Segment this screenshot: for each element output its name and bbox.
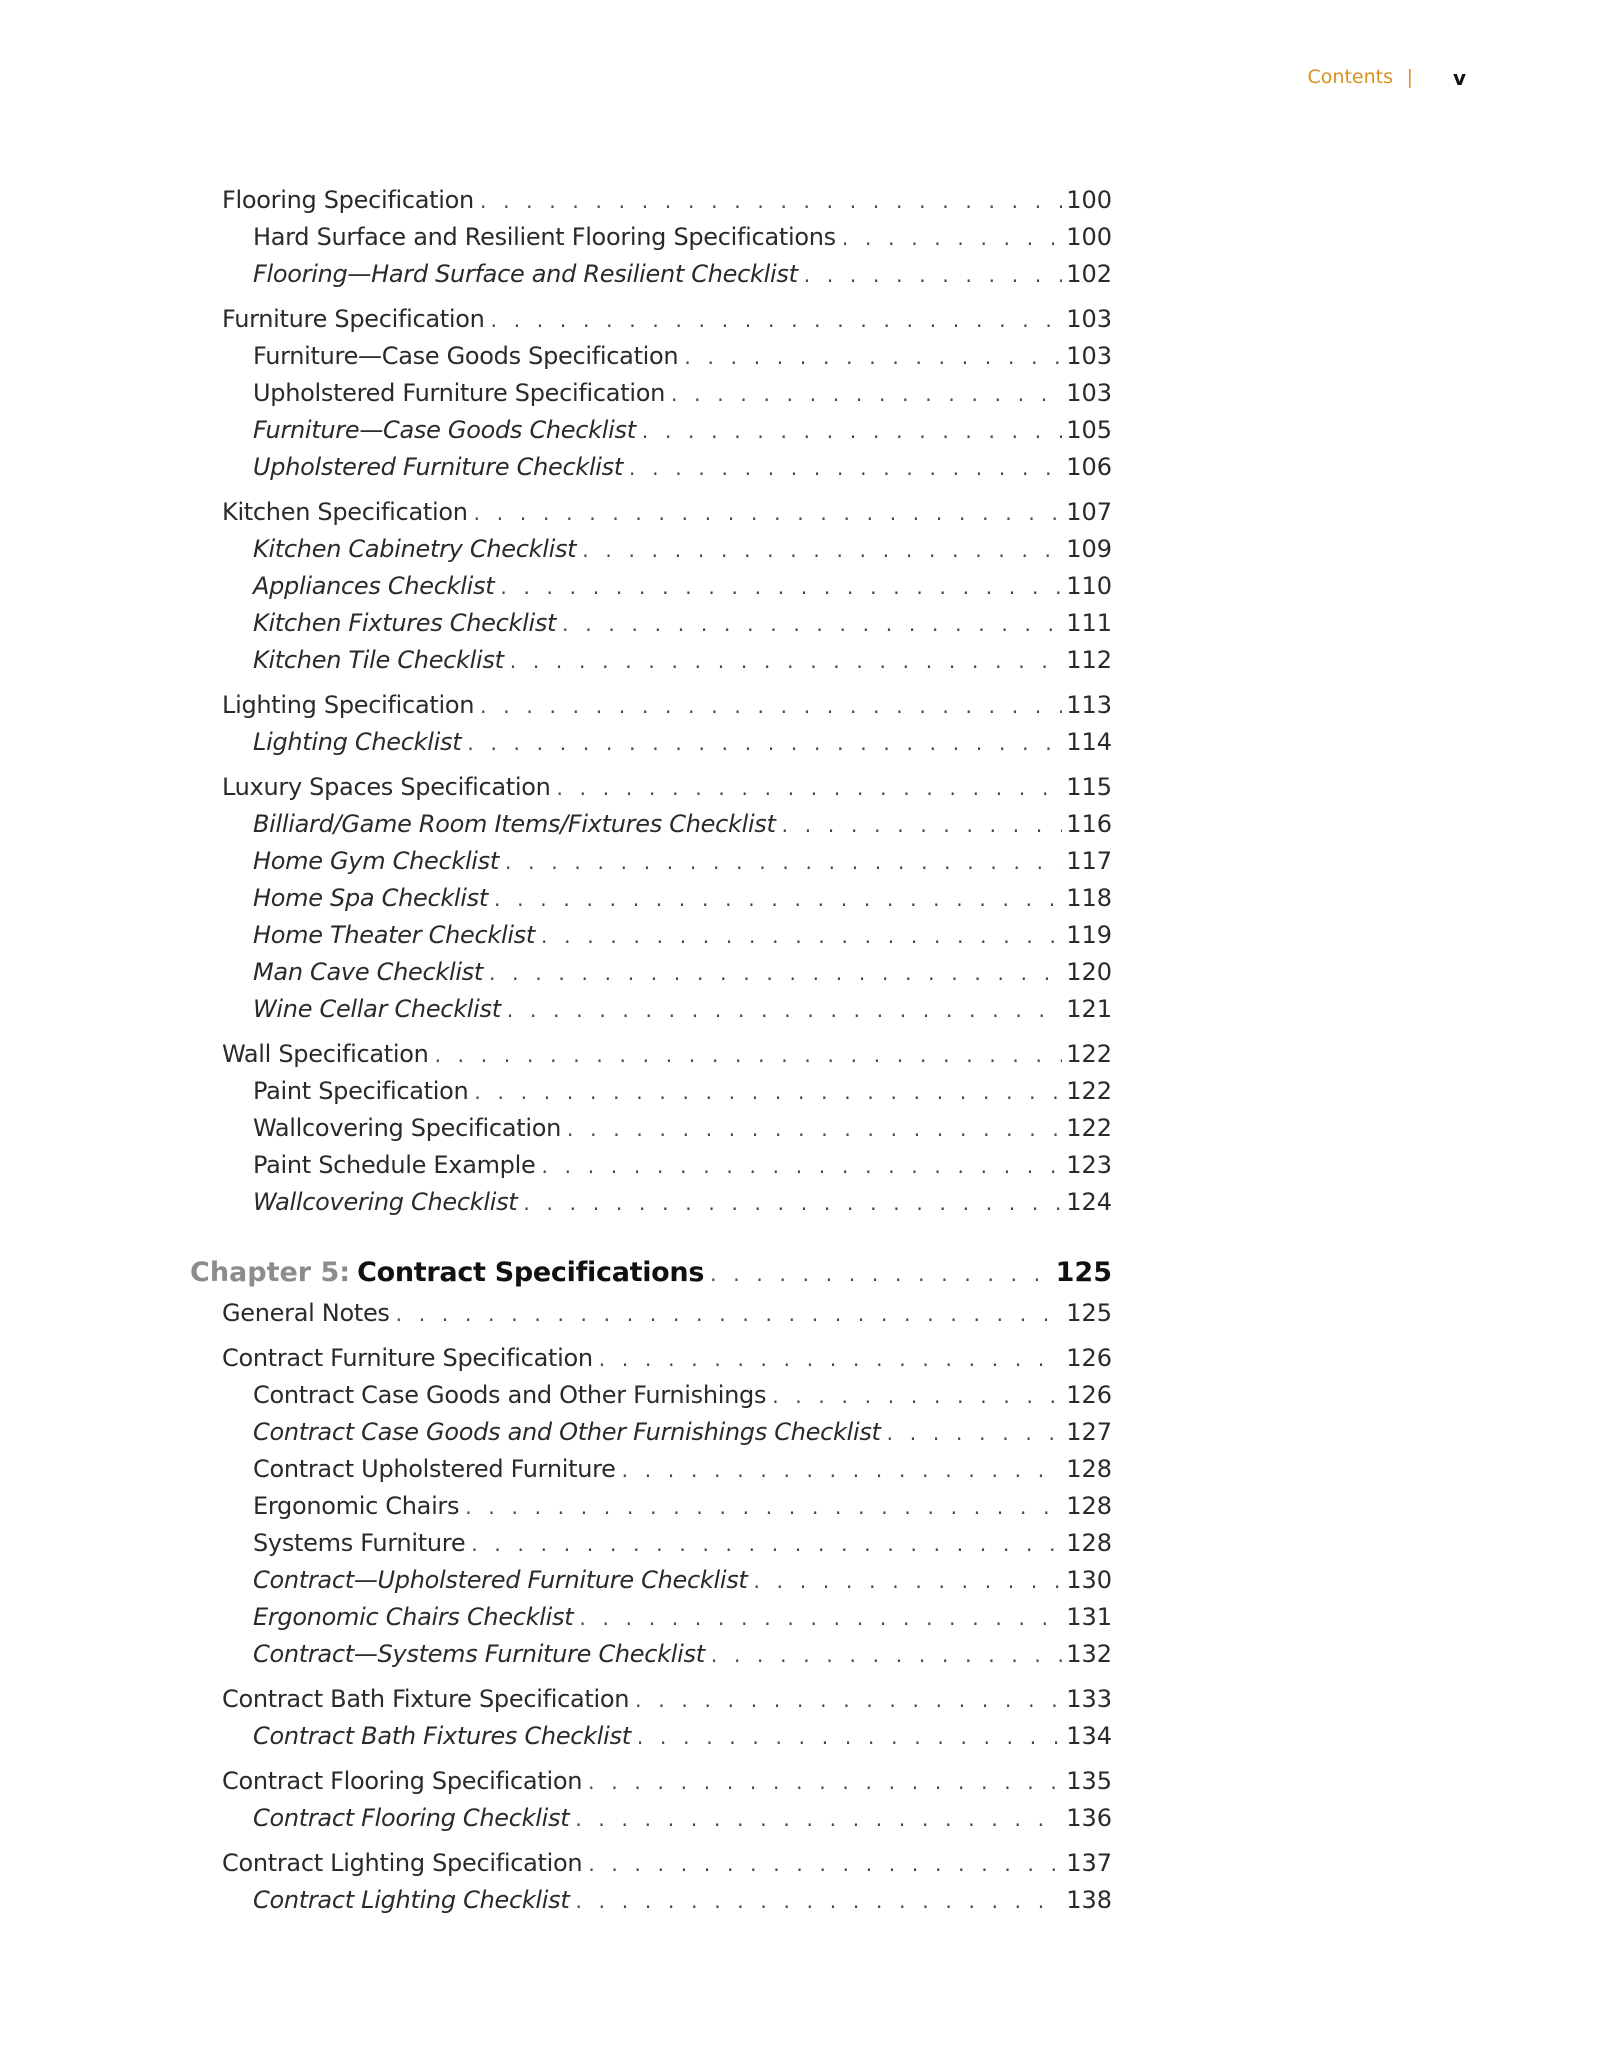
entry-gap <box>0 761 1600 769</box>
toc-section-entry[interactable] <box>0 1340 1112 1377</box>
dot-leader <box>782 807 1063 844</box>
toc-entry-page: 124 <box>1066 1188 1112 1216</box>
toc-section-entry[interactable] <box>0 494 1112 531</box>
toc-entry-title: Wine Cellar Checklist <box>253 995 501 1023</box>
dot-leader <box>480 183 1062 220</box>
toc-entry-page: 115 <box>1066 773 1112 801</box>
toc-entry-title: Luxury Spaces Specification <box>222 773 551 801</box>
toc-subsection-entry[interactable] <box>0 1599 1112 1636</box>
toc-entry-page: 126 <box>1066 1381 1112 1409</box>
toc-subsection-entry[interactable] <box>0 1110 1112 1147</box>
dot-leader <box>562 606 1062 643</box>
toc-subsection-entry[interactable] <box>0 412 1112 449</box>
toc-entry-title: Contract Lighting Specification <box>222 1849 583 1877</box>
toc-entry-title: Contract Bath Fixtures Checklist <box>253 1722 631 1750</box>
toc-entry-title: Lighting Checklist <box>253 728 462 756</box>
dot-leader <box>804 257 1062 294</box>
dot-leader <box>588 1764 1062 1801</box>
chapter-gap <box>0 1221 1600 1251</box>
toc-subsection-entry[interactable] <box>0 724 1112 761</box>
toc-entry-page: 137 <box>1066 1849 1112 1877</box>
toc-entry-page: 100 <box>1066 223 1112 251</box>
toc-entry-title: Hard Surface and Resilient Flooring Specifications <box>253 223 836 251</box>
running-header <box>0 66 1600 96</box>
toc-entry-page: 107 <box>1066 498 1112 526</box>
toc-entry-title: Home Spa Checklist <box>253 884 488 912</box>
toc-entry-title: Contract Furniture Specification <box>222 1344 593 1372</box>
dot-leader <box>396 1296 1063 1333</box>
toc-entry-page: 125 <box>1055 1257 1112 1288</box>
toc-entry-page: 110 <box>1066 572 1112 600</box>
dot-leader <box>489 955 1062 992</box>
toc-subsection-entry[interactable] <box>0 1377 1112 1414</box>
dot-leader <box>507 992 1062 1029</box>
entry-gap <box>0 293 1600 301</box>
entry-gap <box>0 1837 1600 1845</box>
toc-entry-title: Ergonomic Chairs <box>253 1492 460 1520</box>
toc-entry-title: Furniture—Case Goods Checklist <box>253 416 636 444</box>
toc-subsection-entry[interactable] <box>0 1073 1112 1110</box>
toc-section-entry[interactable] <box>0 769 1112 806</box>
toc-section-entry[interactable] <box>0 182 1112 219</box>
toc-entry-page: 121 <box>1066 995 1112 1023</box>
toc-entry-page: 123 <box>1066 1151 1112 1179</box>
toc-entry-page: 130 <box>1066 1566 1112 1594</box>
toc-section-entry[interactable] <box>0 1036 1112 1073</box>
toc-subsection-entry[interactable] <box>0 375 1112 412</box>
toc-entry-title: Billiard/Game Room Items/Fixtures Checklist <box>253 810 776 838</box>
dot-leader <box>467 725 1062 762</box>
toc-entry-page: 128 <box>1066 1492 1112 1520</box>
dot-leader <box>474 495 1063 532</box>
page-number: v <box>1452 66 1466 90</box>
dot-leader <box>575 1801 1062 1838</box>
toc-entry-title: Kitchen Specification <box>222 498 468 526</box>
dot-leader <box>471 1526 1062 1563</box>
toc-entry-title: Kitchen Cabinetry Checklist <box>253 535 577 563</box>
toc-entry-page: 117 <box>1066 847 1112 875</box>
dot-leader <box>588 1846 1062 1883</box>
dot-leader <box>711 1637 1062 1674</box>
dot-leader <box>772 1378 1062 1415</box>
dot-leader <box>474 1074 1062 1111</box>
toc-entry-title: Home Theater Checklist <box>253 921 535 949</box>
toc-entry-title: Lighting Specification <box>222 691 475 719</box>
toc-subsection-entry[interactable] <box>0 1451 1112 1488</box>
dot-leader <box>622 1452 1063 1489</box>
toc-entry-page: 134 <box>1066 1722 1112 1750</box>
toc-entry-title: Kitchen Fixtures Checklist <box>253 609 557 637</box>
toc-section-entry[interactable] <box>0 687 1112 724</box>
dot-leader <box>494 881 1062 918</box>
toc-entry-page: 122 <box>1066 1077 1112 1105</box>
toc-section-entry[interactable] <box>0 1763 1112 1800</box>
toc-subsection-entry[interactable] <box>0 1636 1112 1673</box>
entry-gap <box>0 1332 1600 1340</box>
dot-leader <box>754 1563 1063 1600</box>
dot-leader <box>567 1111 1062 1148</box>
toc-section-entry[interactable] <box>0 1681 1112 1718</box>
toc-entry-page: 126 <box>1066 1344 1112 1372</box>
toc-subsection-entry[interactable] <box>0 954 1112 991</box>
toc-entry-page: 100 <box>1066 186 1112 214</box>
toc-subsection-entry[interactable] <box>0 568 1112 605</box>
toc-section-entry[interactable] <box>0 1295 1112 1332</box>
toc-entry-title: Contract Case Goods and Other Furnishings Checklist <box>253 1418 881 1446</box>
toc-entry-page: 102 <box>1066 260 1112 288</box>
dot-leader <box>635 1682 1062 1719</box>
toc-entry-page: 128 <box>1066 1529 1112 1557</box>
entry-gap <box>0 1028 1600 1036</box>
toc-subsection-entry[interactable] <box>0 605 1112 642</box>
toc-entry-page: 109 <box>1066 535 1112 563</box>
dot-leader <box>684 339 1062 376</box>
toc-entry-page: 120 <box>1066 958 1112 986</box>
toc-entry-title: Flooring Specification <box>222 186 474 214</box>
toc-entry-page: 122 <box>1066 1114 1112 1142</box>
toc-entry-page: 122 <box>1066 1040 1112 1068</box>
toc-subsection-entry[interactable] <box>0 1184 1112 1221</box>
dot-leader <box>671 376 1062 413</box>
toc-subsection-entry[interactable] <box>0 642 1112 679</box>
toc-subsection-entry[interactable] <box>0 1882 1112 1919</box>
toc-entry-page: 114 <box>1066 728 1112 756</box>
toc-subsection-entry[interactable] <box>0 256 1112 293</box>
toc-entry-page: 125 <box>1066 1299 1112 1327</box>
toc-entry-title: Paint Schedule Example <box>253 1151 536 1179</box>
toc-entry-page: 132 <box>1066 1640 1112 1668</box>
toc-entry-page: 103 <box>1066 342 1112 370</box>
toc-entry-page: 111 <box>1066 609 1112 637</box>
toc-entry-page: 131 <box>1066 1603 1112 1631</box>
toc-entry-page: 119 <box>1066 921 1112 949</box>
dot-leader <box>500 569 1062 606</box>
toc-entry-page: 135 <box>1066 1767 1112 1795</box>
toc-subsection-entry[interactable] <box>0 1562 1112 1599</box>
dot-leader <box>523 1185 1062 1222</box>
toc-entry-title: Appliances Checklist <box>253 572 495 600</box>
toc-subsection-entry[interactable] <box>0 1718 1112 1755</box>
dot-leader <box>505 844 1062 881</box>
toc-entry-title: Furniture—Case Goods Specification <box>253 342 679 370</box>
toc-subsection-entry[interactable] <box>0 880 1112 917</box>
toc-entry-page: 103 <box>1066 305 1112 333</box>
entry-gap <box>0 486 1600 494</box>
dot-leader <box>510 643 1062 680</box>
toc-chapter-entry[interactable] <box>0 1251 1112 1295</box>
toc-entry-title: Contract Flooring Checklist <box>253 1804 570 1832</box>
dot-leader <box>541 1148 1062 1185</box>
toc-subsection-entry[interactable] <box>0 1525 1112 1562</box>
entry-gap <box>0 679 1600 687</box>
toc-entry-title: Man Cave Checklist <box>253 958 483 986</box>
toc-entry-page: 136 <box>1066 1804 1112 1832</box>
toc-entry-title: Contract—Systems Furniture Checklist <box>253 1640 705 1668</box>
toc-entry-title: Kitchen Tile Checklist <box>253 646 504 674</box>
toc-entry-title: Contract Upholstered Furniture <box>253 1455 616 1483</box>
toc-entry-title: Furniture Specification <box>222 305 485 333</box>
running-header-label: Contents <box>1307 66 1393 88</box>
toc-entry-title: General Notes <box>222 1299 390 1327</box>
toc-subsection-entry[interactable] <box>0 449 1112 486</box>
toc-subsection-entry[interactable] <box>0 806 1112 843</box>
dot-leader <box>465 1489 1062 1526</box>
toc-entry-title: Ergonomic Chairs Checklist <box>253 1603 574 1631</box>
entry-gap <box>0 1673 1600 1681</box>
dot-leader <box>582 532 1062 569</box>
toc-entry-page: 103 <box>1066 379 1112 407</box>
toc-entry-title: Contract Flooring Specification <box>222 1767 583 1795</box>
dot-leader <box>491 302 1063 339</box>
toc-subsection-entry[interactable] <box>0 219 1112 256</box>
dot-leader <box>642 413 1062 450</box>
dot-leader <box>435 1037 1063 1074</box>
toc-entry-title: Contract Bath Fixture Specification <box>222 1685 630 1713</box>
toc-subsection-entry[interactable] <box>0 843 1112 880</box>
toc-entry-page: 118 <box>1066 884 1112 912</box>
toc-subsection-entry[interactable] <box>0 531 1112 568</box>
dot-leader <box>629 450 1062 487</box>
toc-subsection-entry[interactable] <box>0 338 1112 375</box>
toc-section-entry[interactable] <box>0 1845 1112 1882</box>
toc-entry-page: 127 <box>1066 1418 1112 1446</box>
entry-gap <box>0 1755 1600 1763</box>
toc-entry-title: Contract Case Goods and Other Furnishings <box>253 1381 767 1409</box>
toc-entry-title: Upholstered Furniture Checklist <box>253 453 623 481</box>
toc-entry-page: 128 <box>1066 1455 1112 1483</box>
dot-leader <box>710 1252 1038 1296</box>
dot-leader <box>887 1415 1063 1452</box>
running-header-separator: | <box>1406 66 1413 88</box>
toc-entry-title: Wallcovering Checklist <box>253 1188 518 1216</box>
toc-entry-title: Flooring—Hard Surface and Resilient Checklist <box>253 260 798 288</box>
toc-entry-page: 138 <box>1066 1886 1112 1914</box>
dot-leader <box>599 1341 1062 1378</box>
toc-entry-title: Contract—Upholstered Furniture Checklist <box>253 1566 748 1594</box>
toc-entry-title: Contract Specifications <box>357 1257 705 1288</box>
dot-leader <box>637 1719 1062 1756</box>
toc-entry-title: Contract Lighting Checklist <box>253 1886 570 1914</box>
dot-leader <box>480 688 1062 725</box>
toc-entry-title: Upholstered Furniture Specification <box>253 379 665 407</box>
toc-entry-page: 116 <box>1066 810 1112 838</box>
toc-entry-title: Systems Furniture <box>253 1529 466 1557</box>
toc-subsection-entry[interactable] <box>0 991 1112 1028</box>
toc-entry-page: 112 <box>1066 646 1112 674</box>
toc-entry-page: 113 <box>1066 691 1112 719</box>
toc-subsection-entry[interactable] <box>0 917 1112 954</box>
dot-leader <box>579 1600 1062 1637</box>
toc-subsection-entry[interactable] <box>0 1800 1112 1837</box>
dot-leader <box>541 918 1062 955</box>
table-of-contents <box>0 182 1600 1919</box>
toc-entry-title: Home Gym Checklist <box>253 847 499 875</box>
toc-entry-page: 133 <box>1066 1685 1112 1713</box>
dot-leader <box>557 770 1063 807</box>
toc-entry-title: Wallcovering Specification <box>253 1114 561 1142</box>
dot-leader <box>576 1883 1063 1920</box>
toc-section-entry[interactable] <box>0 301 1112 338</box>
toc-entry-page: 106 <box>1066 453 1112 481</box>
toc-subsection-entry[interactable] <box>0 1147 1112 1184</box>
chapter-label: Chapter 5: <box>190 1257 351 1288</box>
toc-entry-title: Wall Specification <box>222 1040 429 1068</box>
toc-entry-title: Paint Specification <box>253 1077 469 1105</box>
toc-entry-page: 105 <box>1066 416 1112 444</box>
toc-subsection-entry[interactable] <box>0 1488 1112 1525</box>
dot-leader <box>842 220 1062 257</box>
toc-subsection-entry[interactable] <box>0 1414 1112 1451</box>
